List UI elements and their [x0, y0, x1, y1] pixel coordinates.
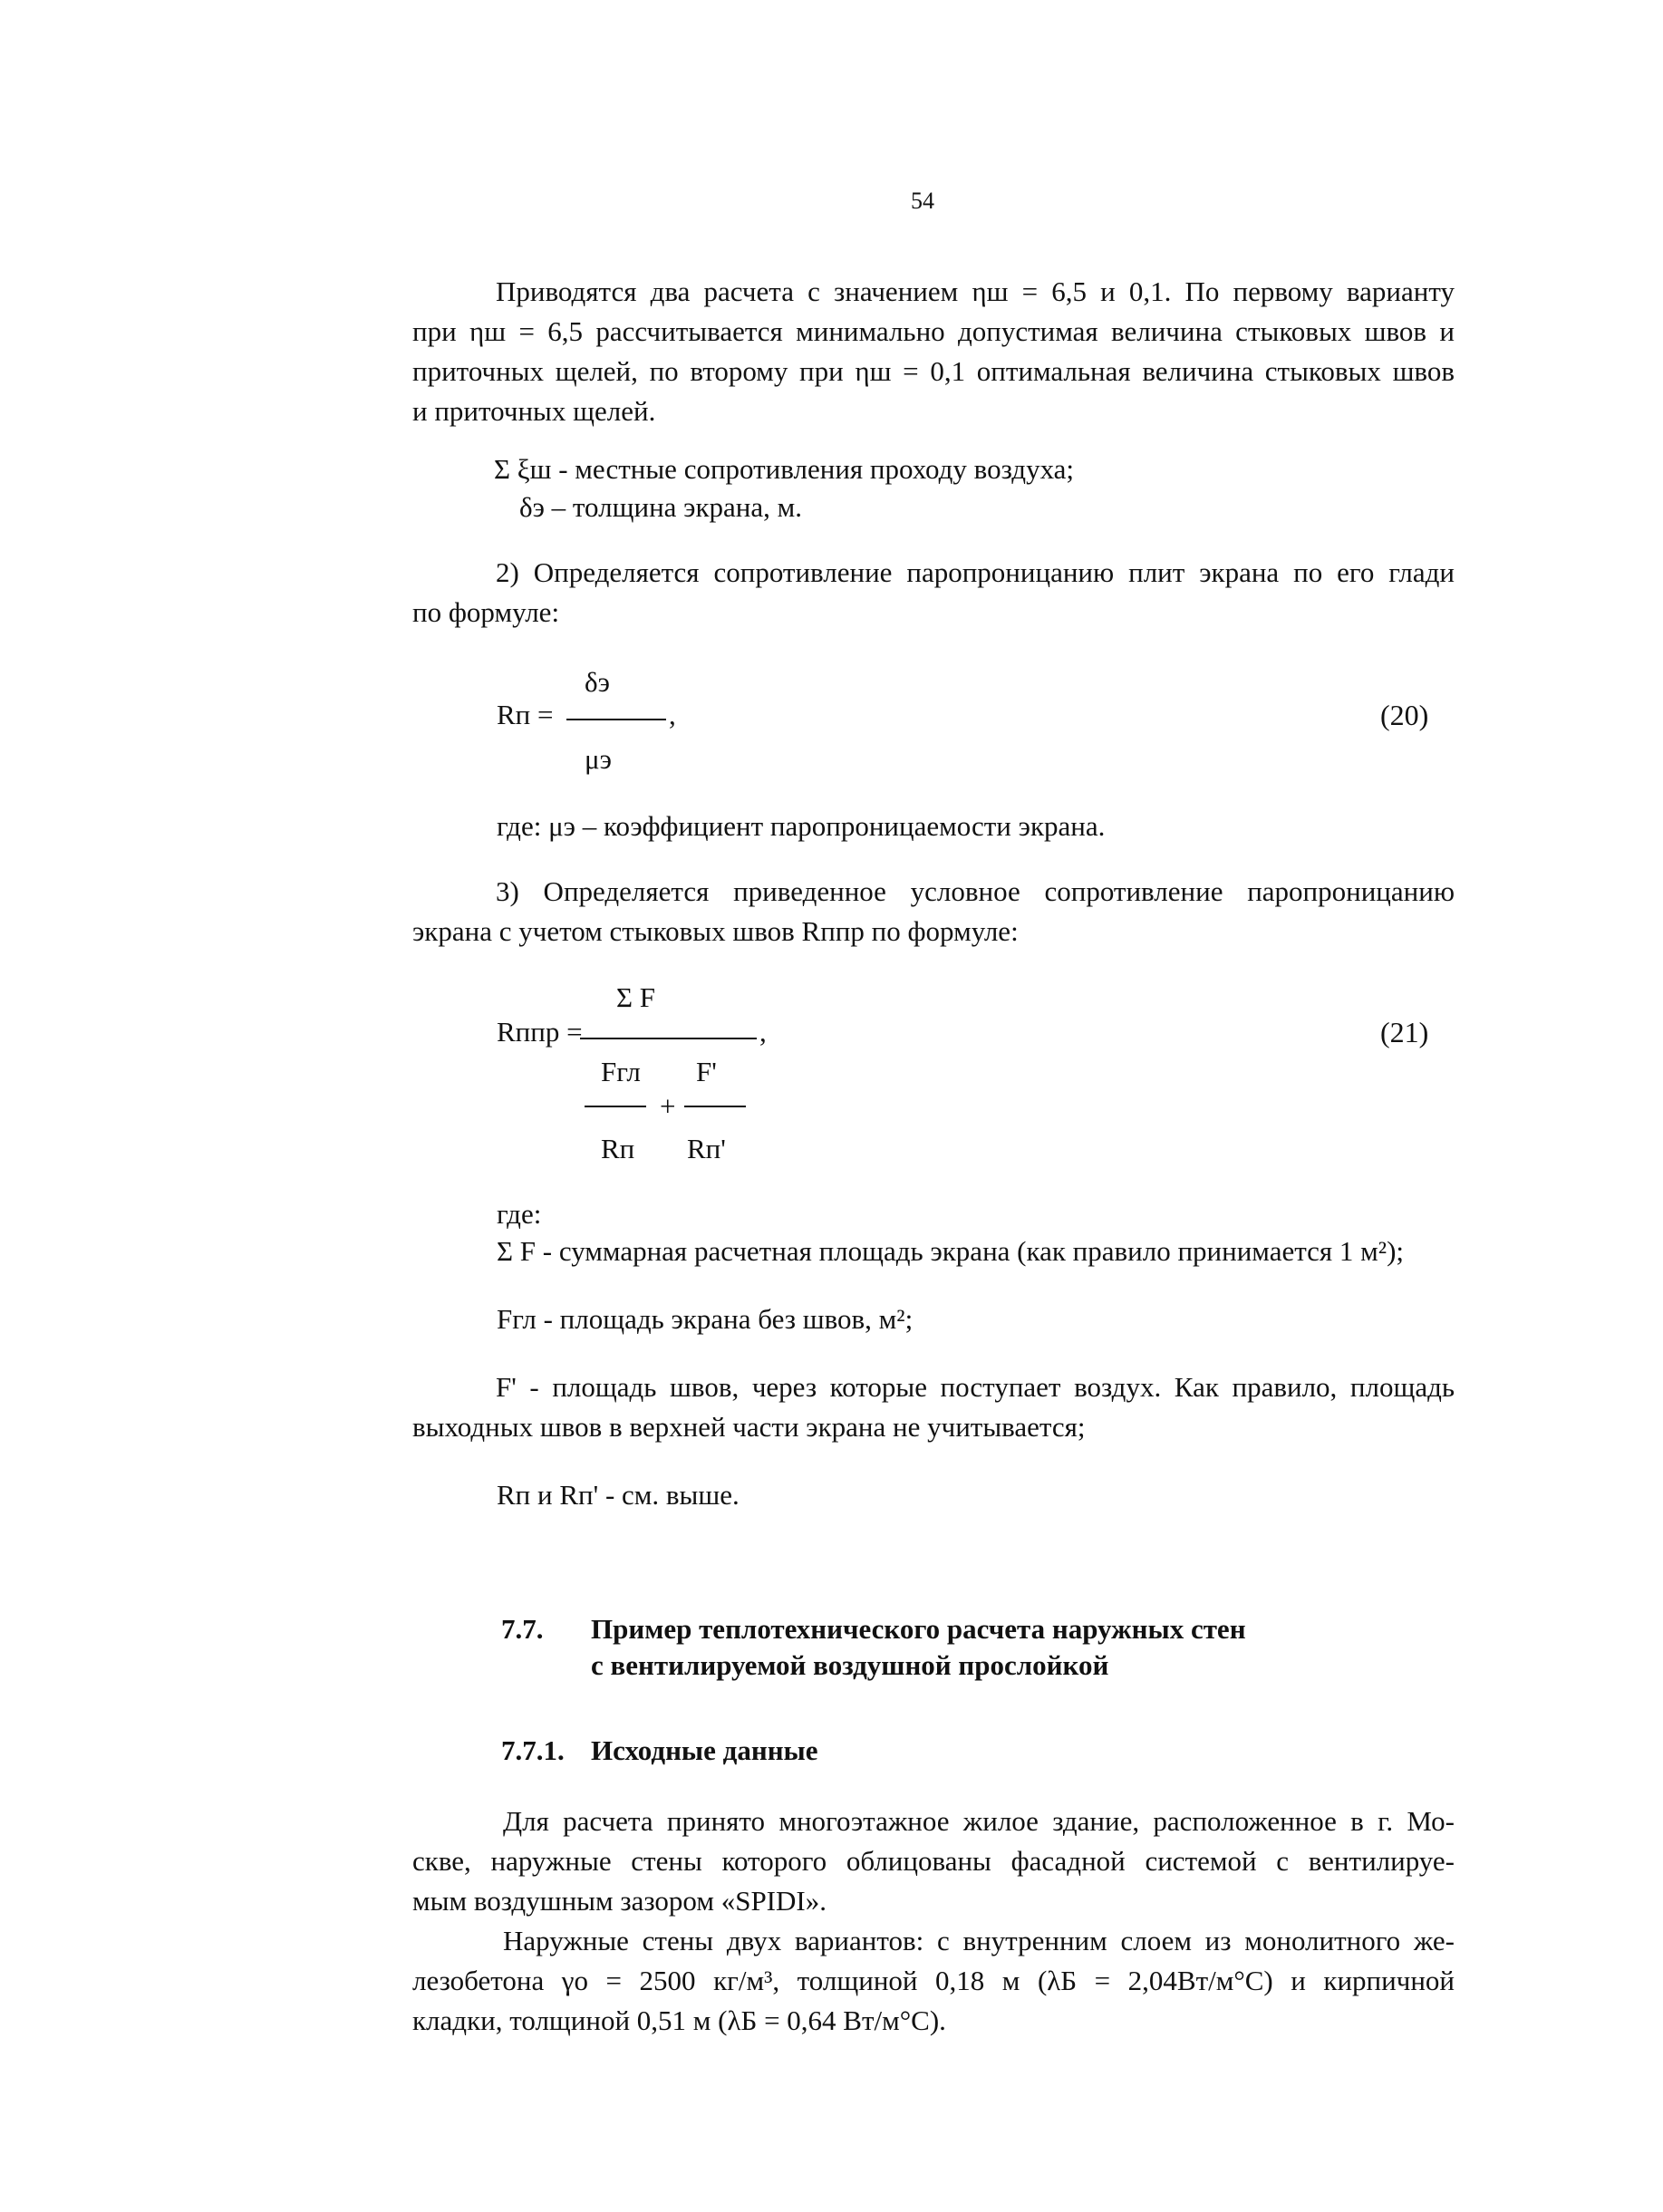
formula-21-main-bar [580, 1038, 757, 1039]
text-line: Наружные стены двух вариантов: с внутренним слоем из монолитного же- [503, 1925, 1455, 1956]
equation-number-20: (20) [1380, 699, 1429, 731]
formula-21-sub-num-fprime: F' [696, 1056, 717, 1087]
paragraph-two-calculations [412, 272, 1455, 431]
paragraph-step-2 [412, 553, 1455, 633]
text-line: Приводятся два расчета с значением ηш = 6,5 и 0,1. По первому варианту [496, 275, 1455, 307]
text-line: 3) Определяется приведенное условное сопротивление паропроницанию [496, 875, 1455, 907]
definition-fgl: Fгл - площадь экрана без швов, м²; [497, 1303, 914, 1335]
formula-20-comma: , [669, 699, 676, 730]
formula-20-numerator: δэ [585, 666, 610, 698]
formula-21-sub-num-fgl: Fгл [601, 1056, 641, 1087]
page-number: 54 [911, 188, 934, 214]
formula-20-fraction-bar [566, 719, 666, 720]
definition-sum-f: Σ F - суммарная расчетная площадь экрана (как правило принимается 1 м²); [497, 1235, 1405, 1267]
text-line: лезобетона γо = 2500 кг/м³, толщиной 0,18 м (λБ = 2,04Вт/м°С) и кирпичной [412, 1965, 1455, 1996]
text-line: при ηш = 6,5 рассчитывается минимально допустимая величина стыковых швов и [412, 315, 1455, 347]
text-line: по формуле: [412, 596, 560, 628]
equation-number-21: (21) [1380, 1016, 1429, 1048]
formula-21-sub-bar-right [684, 1106, 746, 1107]
definition-sum-xi: Σ ξш - местные сопротивления проходу воздуха; [494, 453, 1075, 485]
formula-21-comma: , [759, 1016, 767, 1048]
subsection-number: 7.7.1. [501, 1734, 565, 1766]
text-line: приточных щелей, по второму при ηш = 0,1 оптимальная величина стыковых швов [412, 355, 1455, 387]
section-number: 7.7. [501, 1613, 544, 1645]
section-title-line-2: с вентилируемой воздушной прослойкой [591, 1649, 1109, 1681]
formula-20-lhs: Rп = [497, 699, 554, 730]
formula-21-plus: + [660, 1090, 676, 1122]
subsection-title: Исходные данные [591, 1734, 818, 1766]
paragraph-wall-variants [412, 1921, 1455, 2041]
text-line: экрана с учетом стыковых швов Rппр по формуле: [412, 915, 1019, 947]
formula-21-lhs: Rппр = [497, 1016, 583, 1048]
formula-21-sub-den-rnprime: Rп' [687, 1133, 726, 1164]
definition-fprime [412, 1367, 1455, 1447]
text-line: Для расчета принято многоэтажное жилое здание, расположенное в г. Мо- [503, 1805, 1455, 1837]
formula-21-numerator: Σ F [616, 981, 656, 1013]
definition-delta: δэ – толщина экрана, м. [519, 491, 803, 523]
text-line: выходных швов в верхней части экрана не учитывается; [412, 1411, 1086, 1443]
text-line: мым воздушным зазором «SPIDI». [412, 1885, 827, 1917]
formula-21-sub-bar-left [585, 1106, 646, 1107]
text-line: кладки, толщиной 0,51 м (λБ = 0,64 Вт/м°С). [412, 2004, 946, 2036]
section-title-line-1: Пример теплотехнического расчета наружных стен [591, 1613, 1246, 1645]
text-line: 2) Определяется сопротивление паропроницанию плит экрана по его глади [496, 556, 1455, 588]
definition-rn: Rп и Rп' - см. выше. [497, 1479, 740, 1511]
paragraph-initial-data [412, 1801, 1455, 1921]
text-line: и приточных щелей. [412, 395, 656, 427]
paragraph-step-3 [412, 872, 1455, 951]
formula-21-sub-den-rn: Rп [601, 1133, 635, 1164]
text-line: скве, наружные стены которого облицованы фасадной системой с вентилируе- [412, 1845, 1455, 1877]
where-mu-definition: где: μэ – коэффициент паропроницаемости экрана. [497, 810, 1106, 842]
formula-20-denominator: μэ [585, 743, 612, 775]
where-label: где: [497, 1198, 542, 1230]
text-line: F' - площадь швов, через которые поступает воздух. Как правило, площадь [496, 1371, 1455, 1403]
